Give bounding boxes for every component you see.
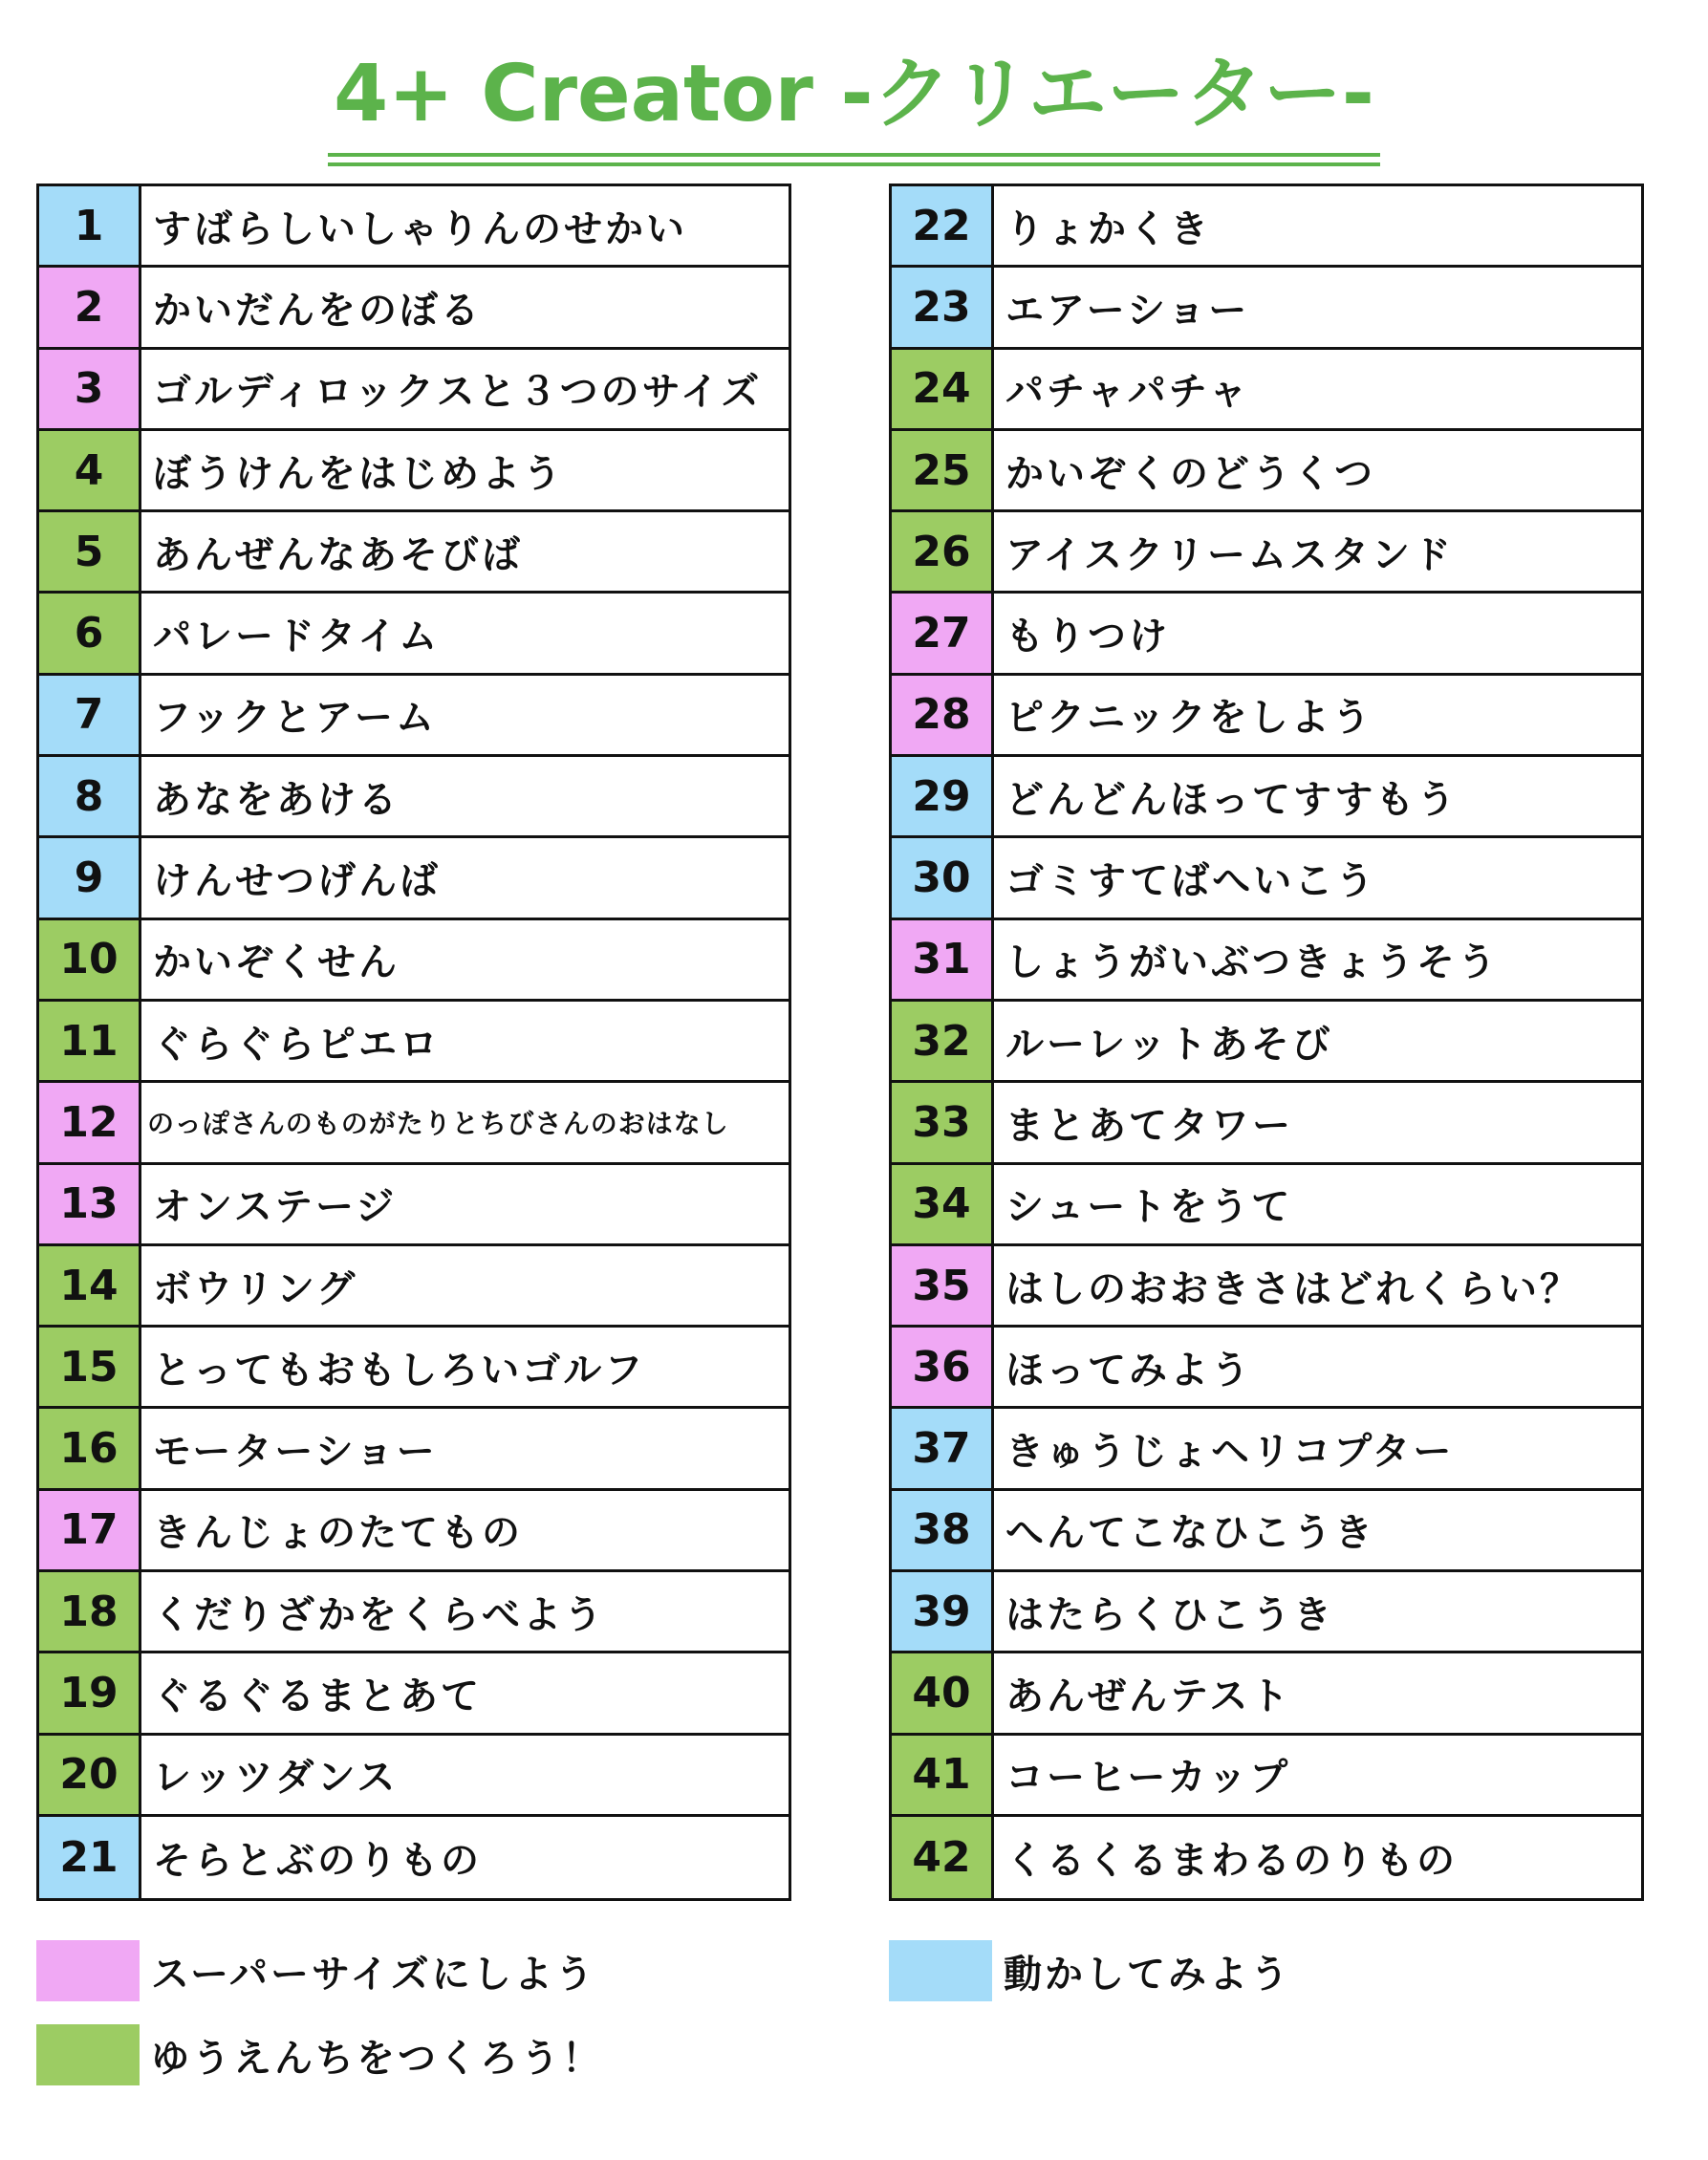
- lesson-row: [39, 1736, 789, 1817]
- lesson-row: [892, 1736, 1641, 1817]
- lesson-row: [39, 676, 789, 757]
- lesson-number: 36: [892, 1328, 994, 1406]
- lesson-name: まとあてタワー: [1005, 1103, 1293, 1148]
- lesson-number: 4: [39, 431, 141, 509]
- lesson-row: [39, 1653, 789, 1735]
- lesson-name: くるくるまわるのりもの: [1005, 1839, 1458, 1884]
- lesson-row: [892, 1246, 1641, 1328]
- lesson-number: 29: [892, 757, 994, 835]
- lesson-name: はしのおおきさはどれくらい？: [1005, 1266, 1581, 1311]
- lesson-row: [892, 1653, 1641, 1735]
- lesson-row: [892, 186, 1641, 268]
- legend-item-blue: [889, 1940, 1291, 2001]
- lesson-name: のっぽさんのものがたりとちびさんのおはなし: [147, 1108, 729, 1140]
- lesson-name: あんぜんテスト: [1005, 1674, 1292, 1718]
- legend-label-pink: スーパーサイズにしよう: [151, 1952, 596, 1997]
- lesson-row: [39, 757, 789, 838]
- lesson-number: 12: [39, 1083, 141, 1161]
- lesson-name: もりつけ: [1005, 615, 1170, 659]
- lesson-number: 2: [39, 268, 141, 346]
- lesson-row: [892, 1409, 1641, 1490]
- lesson-number: 37: [892, 1409, 994, 1487]
- lesson-list-right: [889, 184, 1644, 1901]
- lesson-row: [39, 1246, 789, 1328]
- lesson-row: [39, 1817, 789, 1898]
- lesson-name: フックとアーム: [153, 696, 437, 741]
- lesson-name: すばらしいしゃりんのせかい: [153, 206, 687, 251]
- lesson-row: [39, 838, 789, 919]
- lesson-row: [39, 1409, 789, 1490]
- lesson-row: [892, 431, 1641, 512]
- lesson-row: [39, 1083, 789, 1164]
- lesson-name: パレードタイム: [153, 615, 441, 659]
- lesson-row: [39, 1002, 789, 1083]
- lesson-row: [39, 186, 789, 268]
- lesson-row: [892, 1328, 1641, 1409]
- lesson-row: [39, 1572, 789, 1653]
- lesson-number: 41: [892, 1736, 994, 1814]
- lesson-name: ぼうけんをはじめよう: [153, 451, 564, 496]
- lesson-name: モーターショー: [153, 1430, 438, 1475]
- lesson-name: そらとぶのりもの: [153, 1839, 482, 1884]
- legend-swatch-pink: [36, 1940, 140, 2001]
- lesson-number: 26: [892, 512, 994, 591]
- legend-item-green: [36, 2024, 603, 2085]
- lesson-row: [39, 1165, 789, 1246]
- lesson-row: [39, 1491, 789, 1572]
- lesson-number: 8: [39, 757, 141, 835]
- lesson-name: ぐらぐらピエロ: [153, 1022, 441, 1067]
- lesson-name: りょかくき: [1005, 206, 1211, 251]
- lesson-number: 15: [39, 1328, 141, 1406]
- lesson-row: [39, 594, 789, 675]
- lesson-number: 20: [39, 1736, 141, 1814]
- lesson-name: かいぞくのどうくつ: [1005, 451, 1375, 496]
- lesson-number: 31: [892, 920, 994, 999]
- lesson-list-left: [36, 184, 791, 1901]
- lesson-row: [892, 350, 1641, 431]
- page-title: [0, 42, 1708, 157]
- lesson-name: ピクニックをしよう: [1005, 696, 1373, 741]
- lesson-number: 13: [39, 1165, 141, 1243]
- lesson-name: しょうがいぶつきょうそう: [1005, 940, 1499, 985]
- lesson-name: くだりざかをくらべよう: [153, 1592, 605, 1637]
- lesson-number: 40: [892, 1653, 994, 1732]
- lesson-number: 14: [39, 1246, 141, 1325]
- lesson-name: とってもおもしろいゴルフ: [153, 1348, 646, 1393]
- lesson-name: シュートをうて: [1005, 1185, 1293, 1230]
- lesson-name: ゴミすてばへいこう: [1005, 859, 1377, 904]
- lesson-row: [39, 431, 789, 512]
- lesson-number: 7: [39, 676, 141, 754]
- lesson-number: 6: [39, 594, 141, 672]
- lesson-name: レッツダンス: [153, 1756, 399, 1801]
- lesson-number: 21: [39, 1817, 141, 1898]
- legend-label-green: ゆうえんちをつくろう！: [151, 2036, 603, 2081]
- lesson-number: 33: [892, 1083, 994, 1161]
- lesson-name: ルーレットあそび: [1005, 1022, 1333, 1067]
- page-title-text: 4+ Creator -クリエーター-: [328, 42, 1380, 157]
- lesson-number: 5: [39, 512, 141, 591]
- lesson-row: [892, 838, 1641, 919]
- lesson-name: どんどんほってすすもう: [1005, 777, 1459, 822]
- lesson-number: 28: [892, 676, 994, 754]
- lesson-row: [892, 268, 1641, 349]
- lesson-row: [39, 268, 789, 349]
- lesson-name: コーヒーカップ: [1005, 1756, 1291, 1801]
- lesson-row: [892, 1165, 1641, 1246]
- lesson-number: 23: [892, 268, 994, 346]
- legend-swatch-blue: [889, 1940, 992, 2001]
- lesson-name: へんてこなひこうき: [1005, 1511, 1375, 1556]
- lesson-name: かいだんをのぼる: [153, 288, 482, 333]
- lesson-name: オンステージ: [153, 1185, 398, 1230]
- lesson-number: 30: [892, 838, 994, 917]
- lesson-row: [39, 920, 789, 1002]
- lesson-number: 3: [39, 350, 141, 428]
- lesson-row: [39, 350, 789, 431]
- lesson-number: 39: [892, 1572, 994, 1651]
- lesson-number: 9: [39, 838, 141, 917]
- lesson-row: [892, 1817, 1641, 1898]
- lesson-number: 24: [892, 350, 994, 428]
- lesson-name: あなをあける: [153, 777, 400, 822]
- lesson-number: 22: [892, 186, 994, 265]
- lesson-name: エアーショー: [1005, 288, 1250, 333]
- lesson-number: 11: [39, 1002, 141, 1080]
- legend-item-pink: [36, 1940, 596, 2001]
- lesson-name: ぐるぐるまとあて: [153, 1674, 482, 1718]
- lesson-name: パチャパチャ: [1005, 370, 1250, 415]
- lesson-row: [892, 1572, 1641, 1653]
- lesson-row: [892, 1002, 1641, 1083]
- lesson-number: 38: [892, 1491, 994, 1569]
- lesson-number: 25: [892, 431, 994, 509]
- lesson-name: あんぜんなあそびば: [153, 532, 523, 577]
- lesson-row: [892, 920, 1641, 1002]
- lesson-number: 35: [892, 1246, 994, 1325]
- lesson-row: [892, 757, 1641, 838]
- lesson-name: ボウリング: [153, 1266, 358, 1311]
- lesson-number: 17: [39, 1491, 141, 1569]
- lesson-number: 16: [39, 1409, 141, 1487]
- lesson-name: ほってみよう: [1005, 1348, 1252, 1393]
- lesson-row: [892, 594, 1641, 675]
- lesson-name: はたらくひこうき: [1005, 1592, 1334, 1637]
- lesson-name: アイスクリームスタンド: [1005, 532, 1454, 577]
- lesson-number: 1: [39, 186, 141, 265]
- legend-label-blue: 動かしてみよう: [1004, 1952, 1291, 1997]
- lesson-name: きんじょのたてもの: [153, 1511, 523, 1556]
- lesson-row: [39, 1328, 789, 1409]
- lesson-number: 27: [892, 594, 994, 672]
- lesson-row: [892, 1491, 1641, 1572]
- lesson-name: きゅうじょヘリコプター: [1005, 1430, 1455, 1475]
- lesson-number: 18: [39, 1572, 141, 1651]
- lesson-name: けんせつげんば: [153, 859, 441, 904]
- lesson-number: 19: [39, 1653, 141, 1732]
- lesson-number: 10: [39, 920, 141, 999]
- lesson-number: 32: [892, 1002, 994, 1080]
- lesson-number: 42: [892, 1817, 994, 1898]
- lesson-row: [892, 512, 1641, 594]
- lesson-number: 34: [892, 1165, 994, 1243]
- legend-swatch-green: [36, 2024, 140, 2085]
- lesson-name: ゴルディロックスと３つのサイズ: [153, 370, 763, 415]
- lesson-name: かいぞくせん: [153, 940, 400, 985]
- lesson-row: [892, 1083, 1641, 1164]
- lesson-row: [39, 512, 789, 594]
- lesson-row: [892, 676, 1641, 757]
